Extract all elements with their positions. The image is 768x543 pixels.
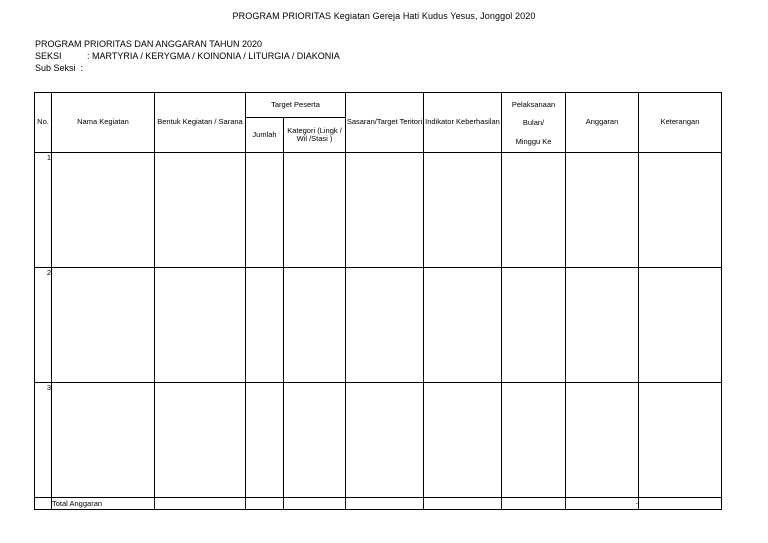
cell-pelaksanaan[interactable]: [502, 153, 566, 268]
total-cell: [502, 498, 566, 510]
header-pelaksanaan-line2: Bulan/: [522, 118, 545, 128]
cell-bentuk-kegiatan[interactable]: [155, 153, 246, 268]
cell-anggaran[interactable]: [566, 153, 639, 268]
total-anggaran-value: -: [566, 498, 639, 510]
page-title: PROGRAM PRIORITAS Kegiatan Gereja Hati Kudus Yesus, Jonggol 2020: [232, 11, 536, 21]
table-row: [35, 383, 722, 498]
table-row: [35, 268, 722, 383]
cell-nama-kegiatan[interactable]: [52, 383, 155, 498]
program-heading: PROGRAM PRIORITAS DAN ANGGARAN TAHUN 2020: [35, 39, 263, 49]
cell-keterangan[interactable]: [639, 268, 722, 383]
cell-keterangan[interactable]: [639, 153, 722, 268]
total-anggaran-label: Total Anggaran: [52, 498, 155, 510]
seksi-label: SEKSI: [35, 51, 62, 61]
header-jumlah: Jumlah: [246, 118, 284, 153]
cell-jumlah[interactable]: [246, 383, 284, 498]
row-number: 2: [35, 268, 52, 383]
cell-sasaran[interactable]: [346, 268, 424, 383]
cell-indikator[interactable]: [424, 153, 502, 268]
cell-kategori[interactable]: [284, 153, 346, 268]
total-cell: [639, 498, 722, 510]
cell-bentuk-kegiatan[interactable]: [155, 268, 246, 383]
total-cell: [246, 498, 284, 510]
header-anggaran: Anggaran: [566, 93, 639, 153]
header-pelaksanaan: [502, 93, 566, 153]
cell-sasaran[interactable]: [346, 383, 424, 498]
total-cell: [424, 498, 502, 510]
total-row: [35, 498, 722, 510]
header-no: No.: [35, 93, 52, 153]
header-kategori: Kategori (Lingk / Wil /Stasi ): [284, 118, 346, 153]
header-sasaran: Sasaran/Target Teritori: [346, 93, 424, 153]
cell-nama-kegiatan[interactable]: [52, 153, 155, 268]
cell-indikator[interactable]: [424, 268, 502, 383]
header-target-peserta: Target Peserta: [246, 93, 346, 118]
cell-pelaksanaan[interactable]: [502, 383, 566, 498]
subseksi-label: Sub Seksi: [35, 63, 76, 73]
header-nama-kegiatan: Nama Kegiatan: [52, 93, 155, 153]
total-cell: [346, 498, 424, 510]
cell-kategori[interactable]: [284, 268, 346, 383]
subseksi-value: :: [80, 63, 84, 73]
subseksi-line: [35, 62, 340, 74]
row-number: 3: [35, 383, 52, 498]
header-indikator: Indikator Keberhasilan: [424, 93, 502, 153]
document-meta: [35, 38, 340, 74]
cell-nama-kegiatan[interactable]: [52, 268, 155, 383]
cell-kategori[interactable]: [284, 383, 346, 498]
row-number: 1: [35, 153, 52, 268]
header-keterangan: Keterangan: [639, 93, 722, 153]
total-cell: [284, 498, 346, 510]
cell-pelaksanaan[interactable]: [502, 268, 566, 383]
seksi-line: [35, 50, 340, 62]
cell-jumlah[interactable]: [246, 153, 284, 268]
cell-sasaran[interactable]: [346, 153, 424, 268]
cell-indikator[interactable]: [424, 383, 502, 498]
cell-anggaran[interactable]: [566, 268, 639, 383]
cell-anggaran[interactable]: [566, 383, 639, 498]
cell-jumlah[interactable]: [246, 268, 284, 383]
total-cell: [155, 498, 246, 510]
cell-keterangan[interactable]: [639, 383, 722, 498]
cell-bentuk-kegiatan[interactable]: [155, 383, 246, 498]
table-row: [35, 153, 722, 268]
header-bentuk-kegiatan: Bentuk Kegiatan / Sarana: [155, 93, 246, 153]
total-no-cell: [35, 498, 52, 510]
header-pelaksanaan-line3: Minggu Ke: [515, 137, 552, 146]
program-table: [34, 92, 722, 510]
header-pelaksanaan-line1: Pelaksanaan: [511, 99, 556, 109]
seksi-value: : MARTYRIA / KERYGMA / KOINONIA / LITURGIA / DIAKONIA: [87, 51, 340, 61]
